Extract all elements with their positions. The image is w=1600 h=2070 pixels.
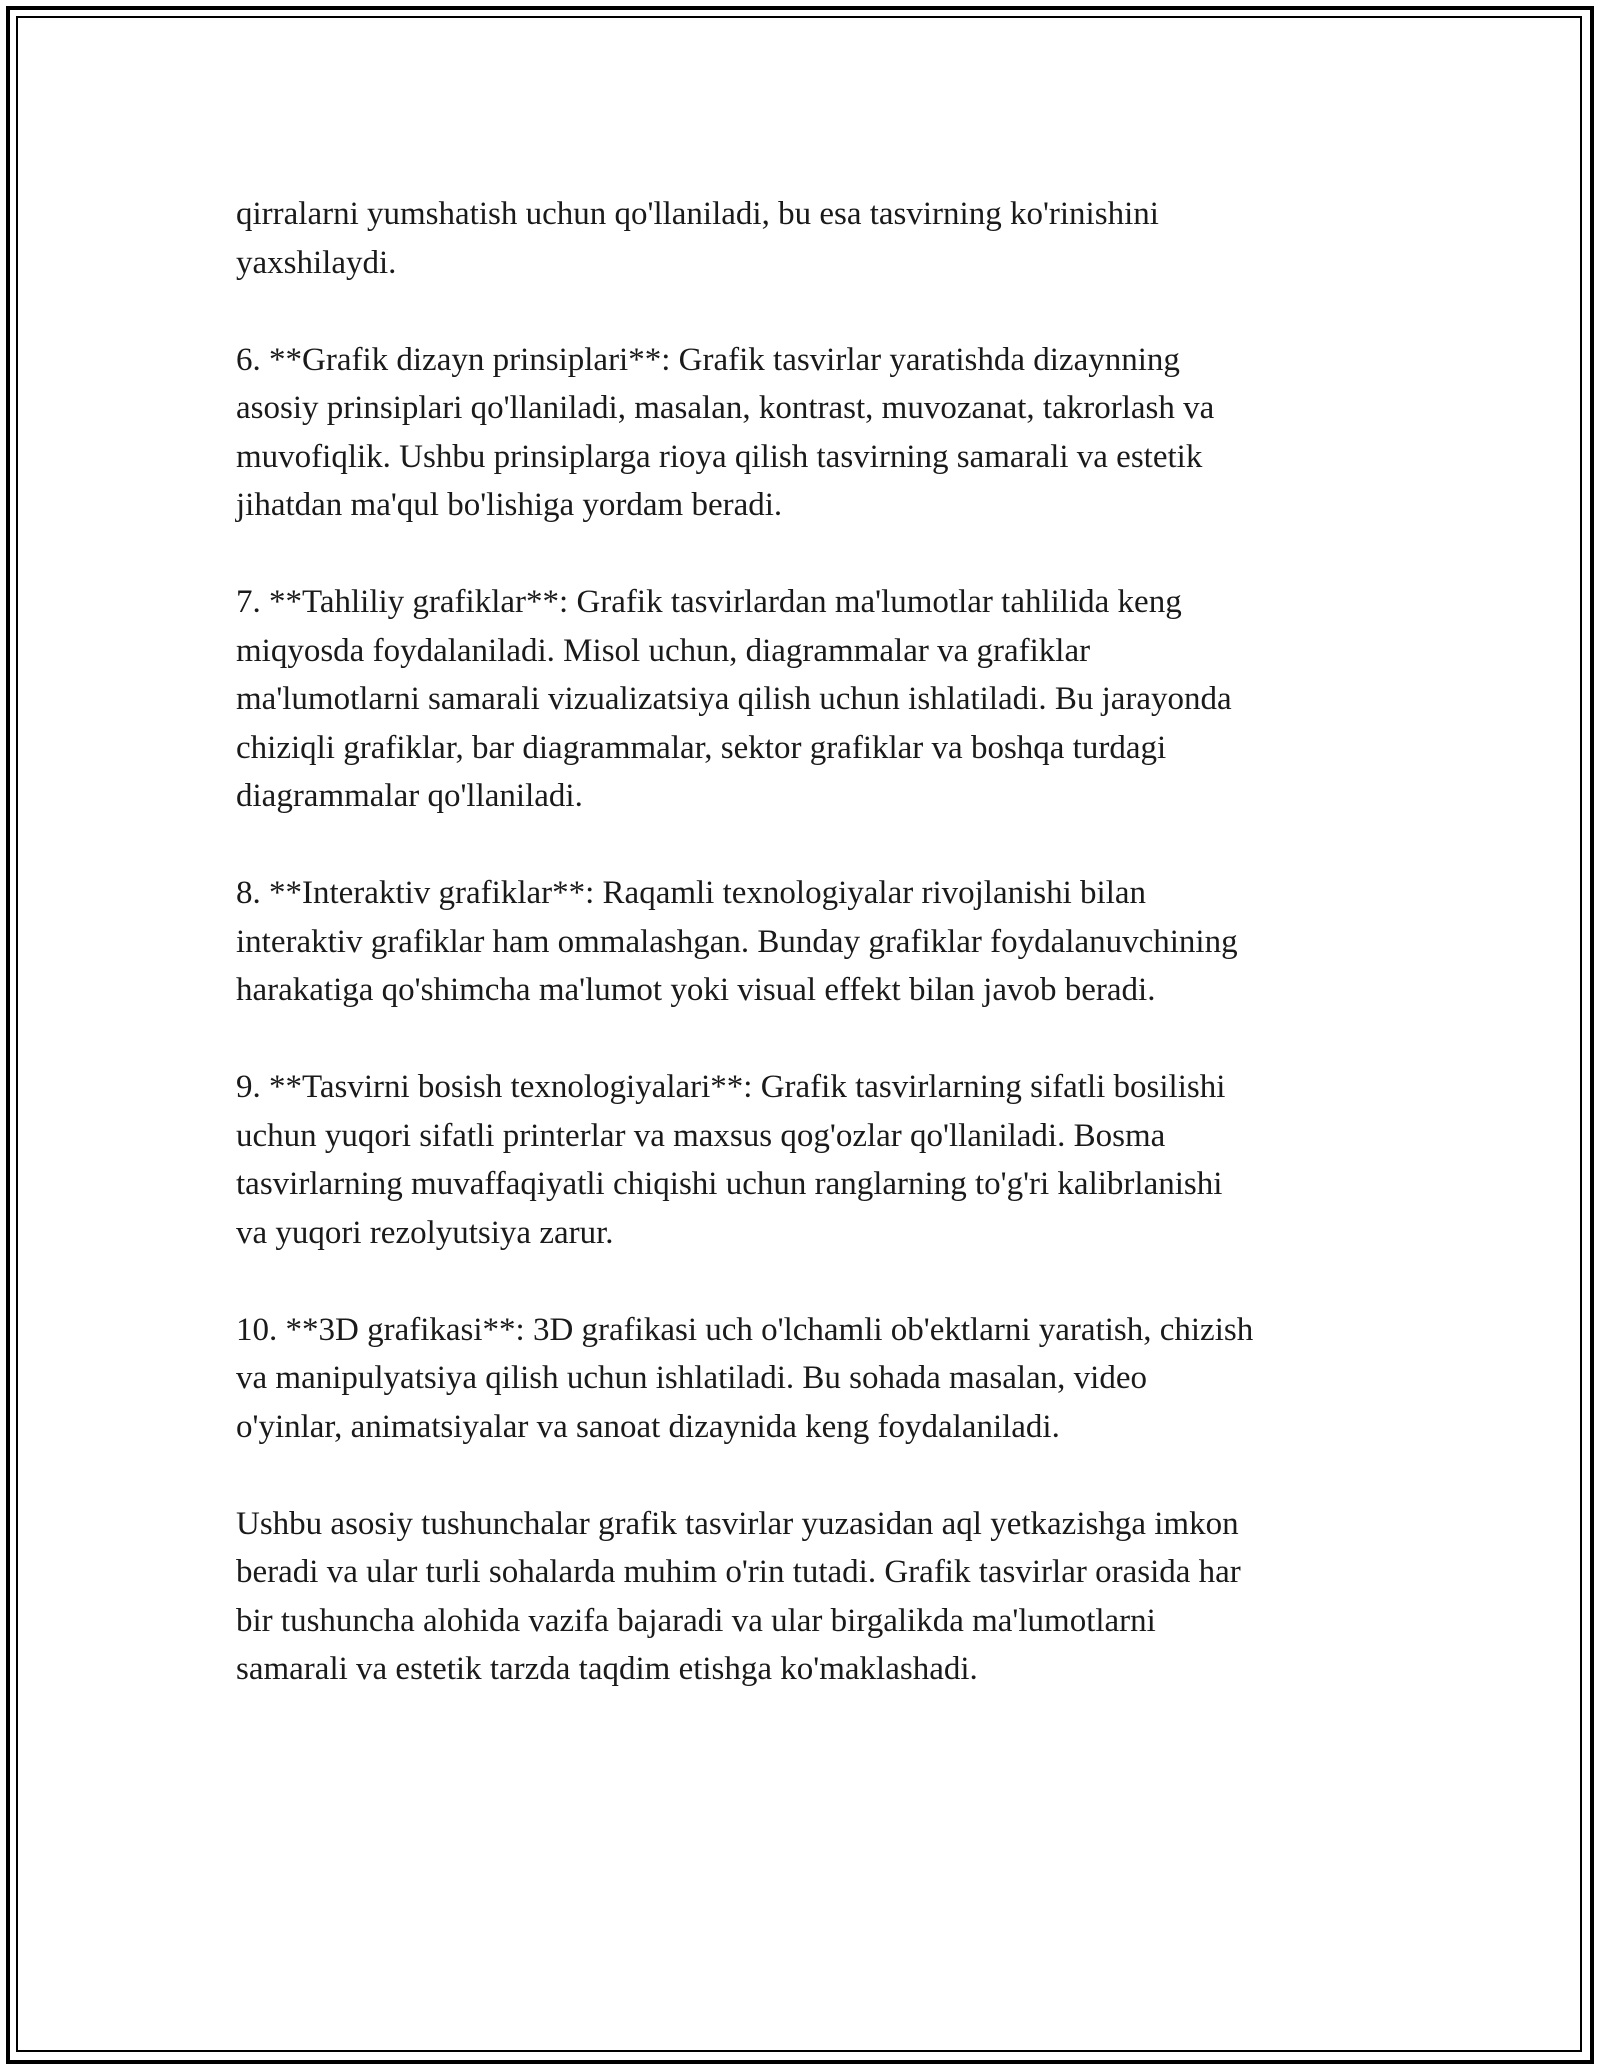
document-body xyxy=(236,190,1386,1742)
text-line: chiziqli grafiklar, bar diagrammalar, sektor grafiklar va boshqa turdagi xyxy=(236,729,1167,766)
text-line: tasvirlarning muvaffaqiyatli chiqishi uchun ranglarning to'g'ri kalibrlanishi xyxy=(236,1166,1223,1202)
text-line: ma'lumotlarni samarali vizualizatsiya qilish uchun ishlatiladi. Bu jarayonda xyxy=(236,681,1232,717)
text-line: samarali va estetik tarzda taqdim etishga ko'maklashadi. xyxy=(236,1651,978,1687)
text-line: uchun yuqori sifatli printerlar va maxsus qog'ozlar qo'llaniladi. Bosma xyxy=(236,1117,1166,1154)
paragraph-item-7 xyxy=(236,578,1386,821)
text-line: interaktiv grafiklar ham ommalashgan. Bunday grafiklar foydalanuvchining xyxy=(236,923,1238,960)
text-line: 10. **3D grafikasi**: 3D grafikasi uch o'lchamli ob'ektlarni yaratish, chizish xyxy=(236,1311,1254,1348)
text-line: 6. **Grafik dizayn prinsiplari**: Grafik tasvirlar yaratishda dizaynning xyxy=(236,341,1180,378)
text-line: miqyosda foydalaniladi. Misol uchun, diagrammalar va grafiklar xyxy=(236,632,1091,669)
text-line: o'yinlar, animatsiyalar va sanoat dizaynida keng foydalaniladi. xyxy=(236,1408,1060,1445)
text-line: 7. **Tahliliy grafiklar**: Grafik tasvirlardan ma'lumotlar tahlilida keng xyxy=(236,584,1182,620)
paragraph-item-8 xyxy=(236,869,1386,1015)
text-line: yaxshilaydi. xyxy=(236,244,397,281)
paragraph-item-10 xyxy=(236,1306,1386,1452)
text-line: beradi va ular turli sohalarda muhim o'rin tutadi. Grafik tasvirlar orasida har xyxy=(236,1554,1241,1590)
text-line: diagrammalar qo'llaniladi. xyxy=(236,778,583,814)
paragraph-item-9 xyxy=(236,1063,1386,1257)
text-line: va yuqori rezolyutsiya zarur. xyxy=(236,1214,614,1251)
paragraph-conclusion xyxy=(236,1500,1386,1694)
text-line: harakatiga qo'shimcha ma'lumot yoki visual effekt bilan javob beradi. xyxy=(236,972,1156,1008)
text-line: muvofiqlik. Ushbu prinsiplarga rioya qilish tasvirning samarali va estetik xyxy=(236,438,1203,475)
text-line: 8. **Interaktiv grafiklar**: Raqamli texnologiyalar rivojlanishi bilan xyxy=(236,875,1147,911)
text-line: 9. **Tasvirni bosish texnologiyalari**: Grafik tasvirlarning sifatli bosilishi xyxy=(236,1069,1226,1105)
paragraph-continuation xyxy=(236,190,1386,287)
text-line: qirralarni yumshatish uchun qo'llaniladi, bu esa tasvirning ko'rinishini xyxy=(236,196,1159,232)
text-line: asosiy prinsiplari qo'llaniladi, masalan, kontrast, muvozanat, takrorlash va xyxy=(236,390,1215,426)
text-line: bir tushuncha alohida vazifa bajaradi va ular birgalikda ma'lumotlarni xyxy=(236,1602,1156,1639)
paragraph-item-6 xyxy=(236,336,1386,530)
text-line: jihatdan ma'qul bo'lishiga yordam beradi. xyxy=(236,487,783,523)
text-line: va manipulyatsiya qilish uchun ishlatiladi. Bu sohada masalan, video xyxy=(236,1360,1147,1396)
text-line: Ushbu asosiy tushunchalar grafik tasvirlar yuzasidan aql yetkazishga imkon xyxy=(236,1505,1239,1542)
